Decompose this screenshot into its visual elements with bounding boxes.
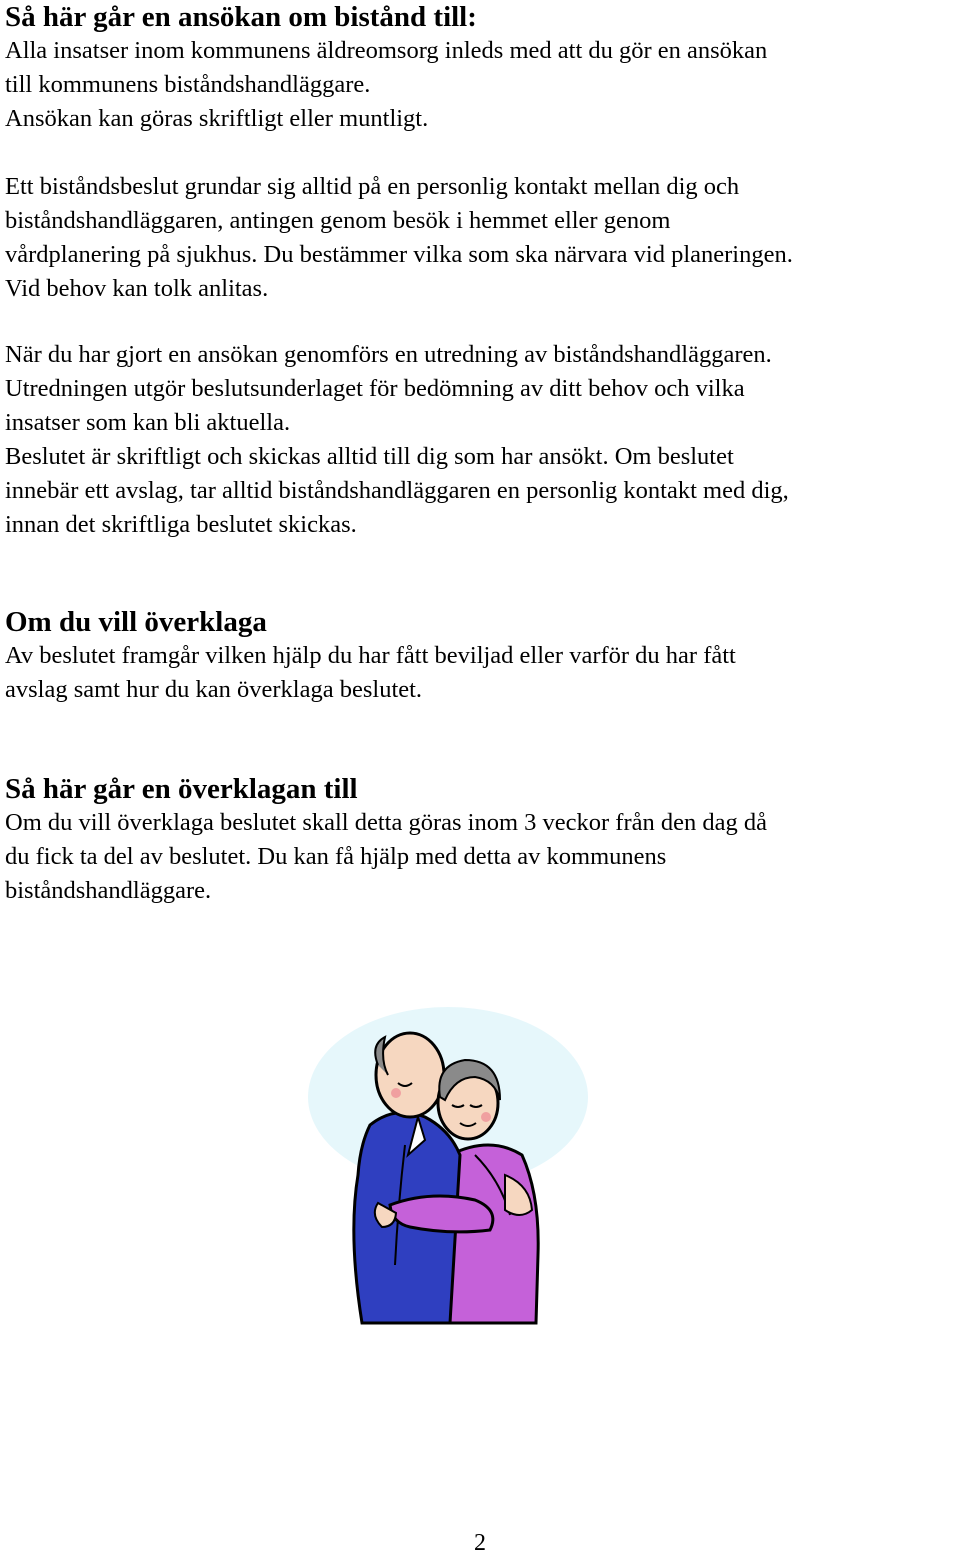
section-heading: Så här går en överklagan till xyxy=(5,773,358,805)
section-appeal xyxy=(5,605,955,707)
paragraph-line: vårdplanering på sjukhus. Du bestämmer vilka som ska närvara vid planeringen. xyxy=(5,241,793,268)
section-appeal-process xyxy=(5,772,955,908)
paragraph-decision xyxy=(5,170,955,306)
paragraph-investigation xyxy=(5,338,955,542)
paragraph-line: Ansökan kan göras skriftligt eller muntligt. xyxy=(5,105,429,132)
elderly-couple-embracing-icon xyxy=(300,1005,590,1330)
section-heading: Så här går en ansökan om bistånd till: xyxy=(5,1,477,33)
paragraph-line: till kommunens biståndshandläggare. xyxy=(5,71,371,98)
paragraph-line: Beslutet är skriftligt och skickas alltid till dig som har ansökt. Om beslutet xyxy=(5,443,734,470)
paragraph-line: Om du vill överklaga beslutet skall detta göras inom 3 veckor från den dag då xyxy=(5,809,768,836)
paragraph-line: innebär ett avslag, tar alltid biståndshandläggaren en personlig kontakt med dig, xyxy=(5,477,789,504)
paragraph-line: innan det skriftliga beslutet skickas. xyxy=(5,511,357,538)
paragraph-line: biståndshandläggaren, antingen genom besök i hemmet eller genom xyxy=(5,207,671,234)
paragraph-line: Av beslutet framgår vilken hjälp du har fått beviljad eller varför du har fått xyxy=(5,642,736,669)
paragraph-line: biståndshandläggare. xyxy=(5,877,212,904)
page-number: 2 xyxy=(474,1530,486,1556)
section-heading: Om du vill överklaga xyxy=(5,606,267,638)
paragraph-line: avslag samt hur du kan överklaga beslutet. xyxy=(5,676,423,703)
section-application xyxy=(5,0,955,136)
paragraph-line: insatser som kan bli aktuella. xyxy=(5,409,291,436)
paragraph-line: du fick ta del av beslutet. Du kan få hjälp med detta av kommunens xyxy=(5,843,667,870)
paragraph-line: Utredningen utgör beslutsunderlaget för bedömning av ditt behov och vilka xyxy=(5,375,745,402)
paragraph-line: När du har gjort en ansökan genomförs en utredning av biståndshandläggaren. xyxy=(5,341,772,368)
paragraph-line: Vid behov kan tolk anlitas. xyxy=(5,275,269,302)
paragraph-line: Ett biståndsbeslut grundar sig alltid på en personlig kontakt mellan dig och xyxy=(5,173,740,200)
paragraph-line: Alla insatser inom kommunens äldreomsorg inleds med att du gör en ansökan xyxy=(5,37,768,64)
